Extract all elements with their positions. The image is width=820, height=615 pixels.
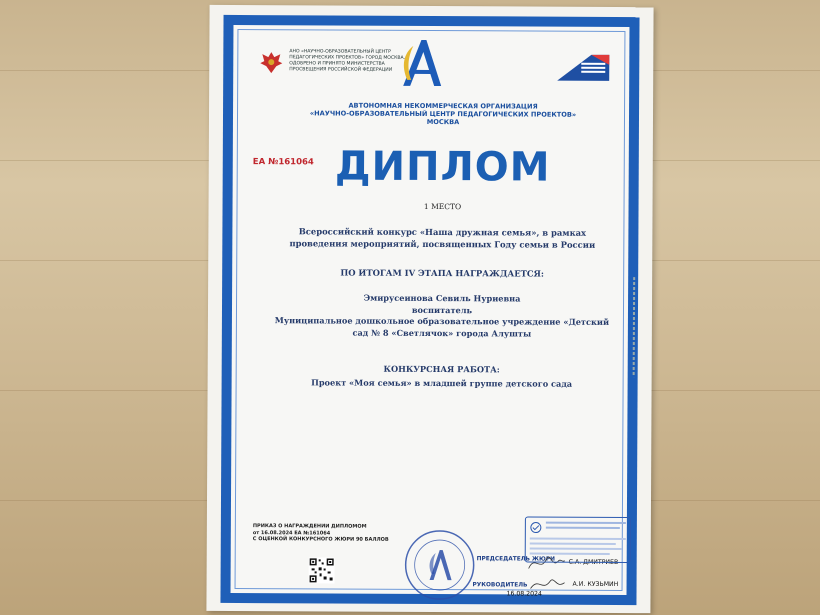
government-org-text: АНО «НАУЧНО-ОБРАЗОВАТЕЛЬНЫЙ ЦЕНТР ПЕДАГОГИЧЕСКИХ ПРОЕКТОВ» ГОРОД МОСКВА. ОДОБРЕНО И ПРИНЯТО МИНИСТЕРСТВА ПРОСВЕЩЕНИЯ РОССИЙСКОЙ ФЕДЕРАЦИИ: [289, 49, 406, 73]
organization-logo-a-icon: [393, 36, 449, 88]
jury-chair-name: С.А. ДМИТРИЕВ: [568, 558, 619, 566]
place-label: 1 МЕСТО: [423, 201, 462, 212]
diploma-title: ДИПЛОМ: [334, 143, 551, 191]
issue-date: 16.08.2024: [506, 590, 542, 598]
awardee-role: воспитатель: [411, 304, 473, 315]
award-heading: ПО ИТОГАМ IV ЭТАПА НАГРАЖДАЕТСЯ:: [340, 267, 545, 279]
work-title: Проект «Моя семья» в младшей группе детского сада: [311, 377, 573, 389]
contest-description: Всероссийский конкурс «Наша дружная семья», в рамках проведения мероприятий, посвященных Году семьи в России: [289, 226, 596, 250]
awardee-block: [254, 292, 630, 340]
work-heading: КОНКУРСНАЯ РАБОТА:: [383, 363, 500, 375]
institution-line-2: сад № 8 «Светлячок» города Алушты: [352, 327, 532, 339]
jury-chair-label: ПРЕДСЕДАТЕЛЬ ЖЮРИ: [476, 556, 555, 563]
e-signature-stamp-icon: [525, 516, 631, 563]
blue-border-frame: [220, 15, 639, 605]
order-info: ПРИКАЗ О НАГРАЖДЕНИИ ДИПЛОМОМ от 16.08.2024 ЕА №161064 С ОЦЕНКОЙ КОНКУРСНОГО ЖЮРИ 90 БАЛЛОВ: [252, 523, 389, 543]
qr-code-icon: [309, 557, 335, 583]
diploma-sheet: [206, 5, 653, 613]
organization-name: АВТОНОМНАЯ НЕКОММЕРЧЕСКАЯ ОРГАНИЗАЦИЯ «НАУЧНО-ОБРАЗОВАТЕЛЬНЫЙ ЦЕНТР ПЕДАГОГИЧЕСКИХ ПРОЕКТОВ» МОСКВА: [309, 101, 577, 127]
awardee-name: Эмирусеинова Севиль Нуриевна: [363, 292, 521, 304]
director-label: РУКОВОДИТЕЛЬ: [472, 582, 528, 589]
diploma-number: ЕА №161064: [252, 157, 314, 168]
institution-line-1: Муниципальное дошкольное образовательное учреждение «Детский: [274, 315, 610, 328]
director-name: А.И. КУЗЬМИН: [572, 580, 619, 588]
national-projects-logo-icon: [551, 51, 613, 85]
diploma-content-area: [231, 25, 630, 598]
round-stamp-icon: [402, 528, 476, 602]
side-vertical-text: [630, 277, 639, 377]
eagle-emblem-icon: [259, 49, 283, 75]
